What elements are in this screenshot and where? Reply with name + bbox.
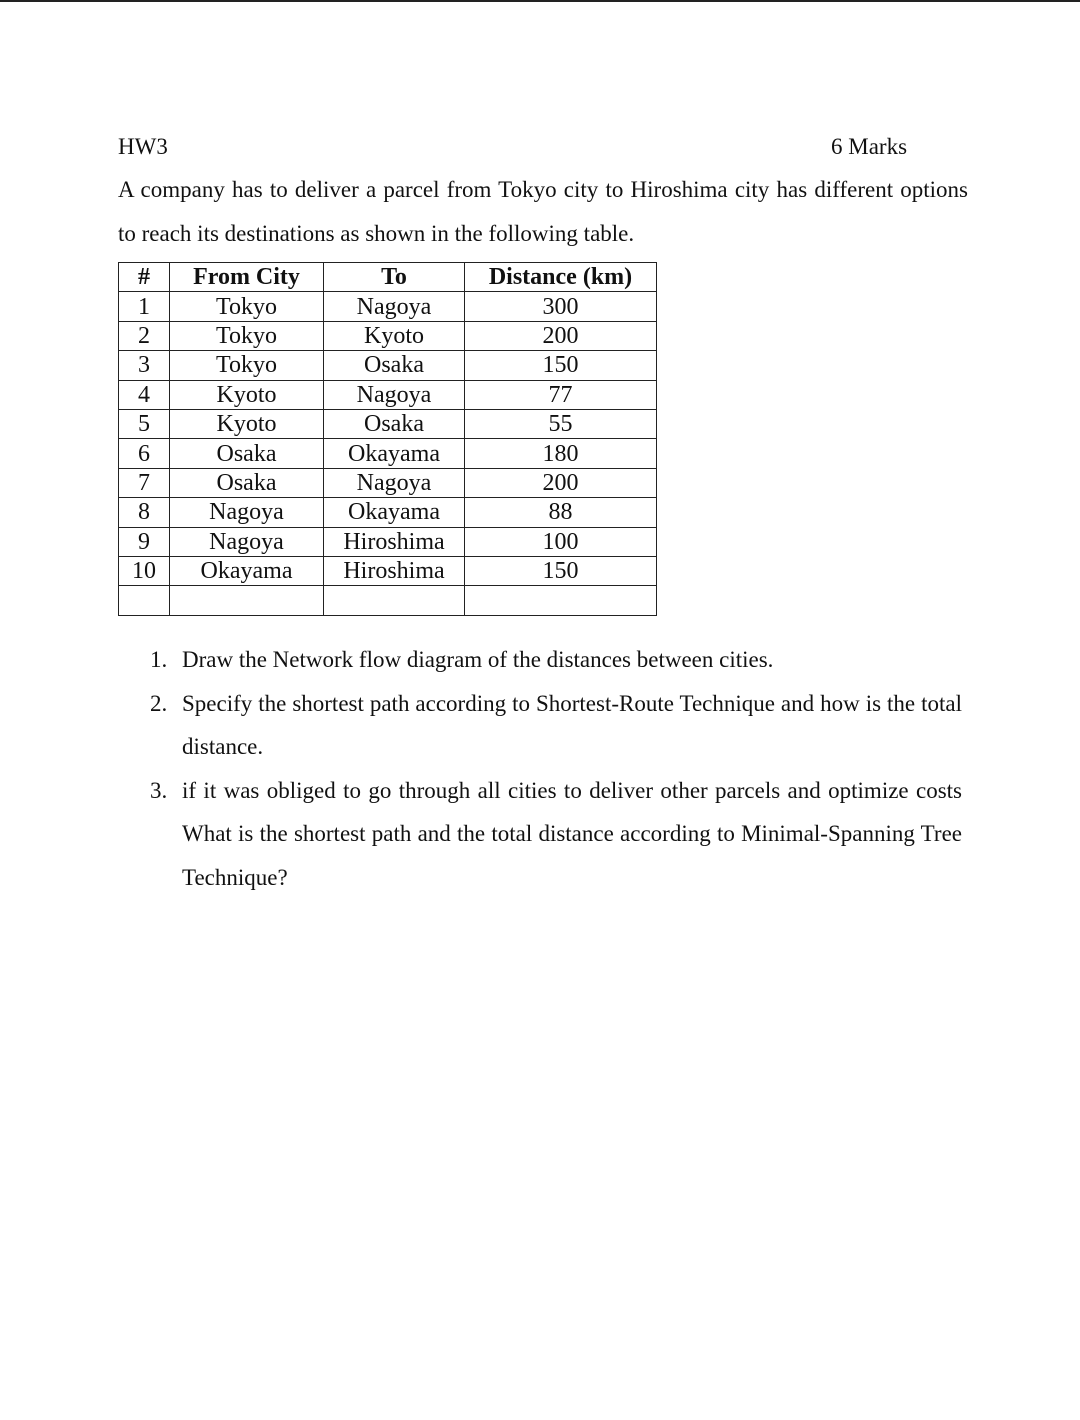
- to-city: Hiroshima: [324, 556, 465, 585]
- table-row: [119, 380, 657, 409]
- header-from-city: From City: [170, 263, 324, 292]
- to-city: Osaka: [324, 409, 465, 438]
- row-number: 8: [119, 498, 170, 527]
- to-city: Okayama: [324, 498, 465, 527]
- from-city: Nagoya: [170, 527, 324, 556]
- question-item: [150, 638, 962, 682]
- routes-table: [118, 262, 657, 616]
- row-number: 1: [119, 292, 170, 321]
- table-row: [119, 498, 657, 527]
- question-item: [150, 769, 962, 900]
- table-row: [119, 409, 657, 438]
- from-city: Osaka: [170, 439, 324, 468]
- to-city: Hiroshima: [324, 527, 465, 556]
- from-city: Okayama: [170, 556, 324, 585]
- table-row: [119, 527, 657, 556]
- row-number: 10: [119, 556, 170, 585]
- table-row: [119, 439, 657, 468]
- from-city: Tokyo: [170, 351, 324, 380]
- to-city: Okayama: [324, 439, 465, 468]
- distance: 55: [465, 409, 657, 438]
- empty-cell: [324, 586, 465, 616]
- header-to: To: [324, 263, 465, 292]
- from-city: Nagoya: [170, 498, 324, 527]
- question-text: Draw the Network flow diagram of the distances between cities.: [182, 647, 774, 672]
- row-number: 2: [119, 321, 170, 350]
- top-border-line: [0, 0, 1080, 2]
- row-number: 9: [119, 527, 170, 556]
- row-number: 6: [119, 439, 170, 468]
- row-number: 4: [119, 380, 170, 409]
- table-row: [119, 468, 657, 497]
- to-city: Osaka: [324, 351, 465, 380]
- to-city: Kyoto: [324, 321, 465, 350]
- question-number: 2.: [150, 690, 168, 716]
- table-row: [119, 556, 657, 585]
- question-number: 3.: [150, 777, 168, 803]
- distance: 300: [465, 292, 657, 321]
- from-city: Tokyo: [170, 292, 324, 321]
- distance: 150: [465, 556, 657, 585]
- to-city: Nagoya: [324, 380, 465, 409]
- empty-cell: [465, 586, 657, 616]
- from-city: Tokyo: [170, 321, 324, 350]
- header-distance: Distance (km): [465, 263, 657, 292]
- distance: 150: [465, 351, 657, 380]
- question-list: [150, 638, 962, 899]
- from-city: Kyoto: [170, 380, 324, 409]
- marks-label: 6 Marks: [831, 134, 908, 159]
- from-city: Kyoto: [170, 409, 324, 438]
- table-row: [119, 292, 657, 321]
- question-text: if it was obliged to go through all cities to deliver other parcels and optimize costs What is the shortest path and the total distance according to Minimal-Spanning Tree Technique?: [182, 777, 962, 890]
- to-city: Nagoya: [324, 468, 465, 497]
- header-number: #: [119, 263, 170, 292]
- distance: 77: [465, 380, 657, 409]
- question-text: Specify the shortest path according to Shortest-Route Technique and how is the total distance.: [182, 690, 962, 759]
- distance: 180: [465, 439, 657, 468]
- row-number: 5: [119, 409, 170, 438]
- empty-cell: [170, 586, 324, 616]
- question-item: [150, 682, 962, 769]
- table-row: [119, 351, 657, 380]
- table-header-row: [119, 263, 657, 292]
- intro-paragraph: A company has to deliver a parcel from Tokyo city to Hiroshima city has different options to reach its destinations as shown in the following table.: [118, 177, 968, 246]
- question-number: 1.: [150, 647, 168, 672]
- assignment-title: HW3: [118, 134, 168, 159]
- table-empty-row: [119, 586, 657, 616]
- row-number: 7: [119, 468, 170, 497]
- from-city: Osaka: [170, 468, 324, 497]
- empty-cell: [119, 586, 170, 616]
- distance: 200: [465, 321, 657, 350]
- row-number: 3: [119, 351, 170, 380]
- distance: 88: [465, 498, 657, 527]
- distance: 200: [465, 468, 657, 497]
- to-city: Nagoya: [324, 292, 465, 321]
- table-row: [119, 321, 657, 350]
- distance: 100: [465, 527, 657, 556]
